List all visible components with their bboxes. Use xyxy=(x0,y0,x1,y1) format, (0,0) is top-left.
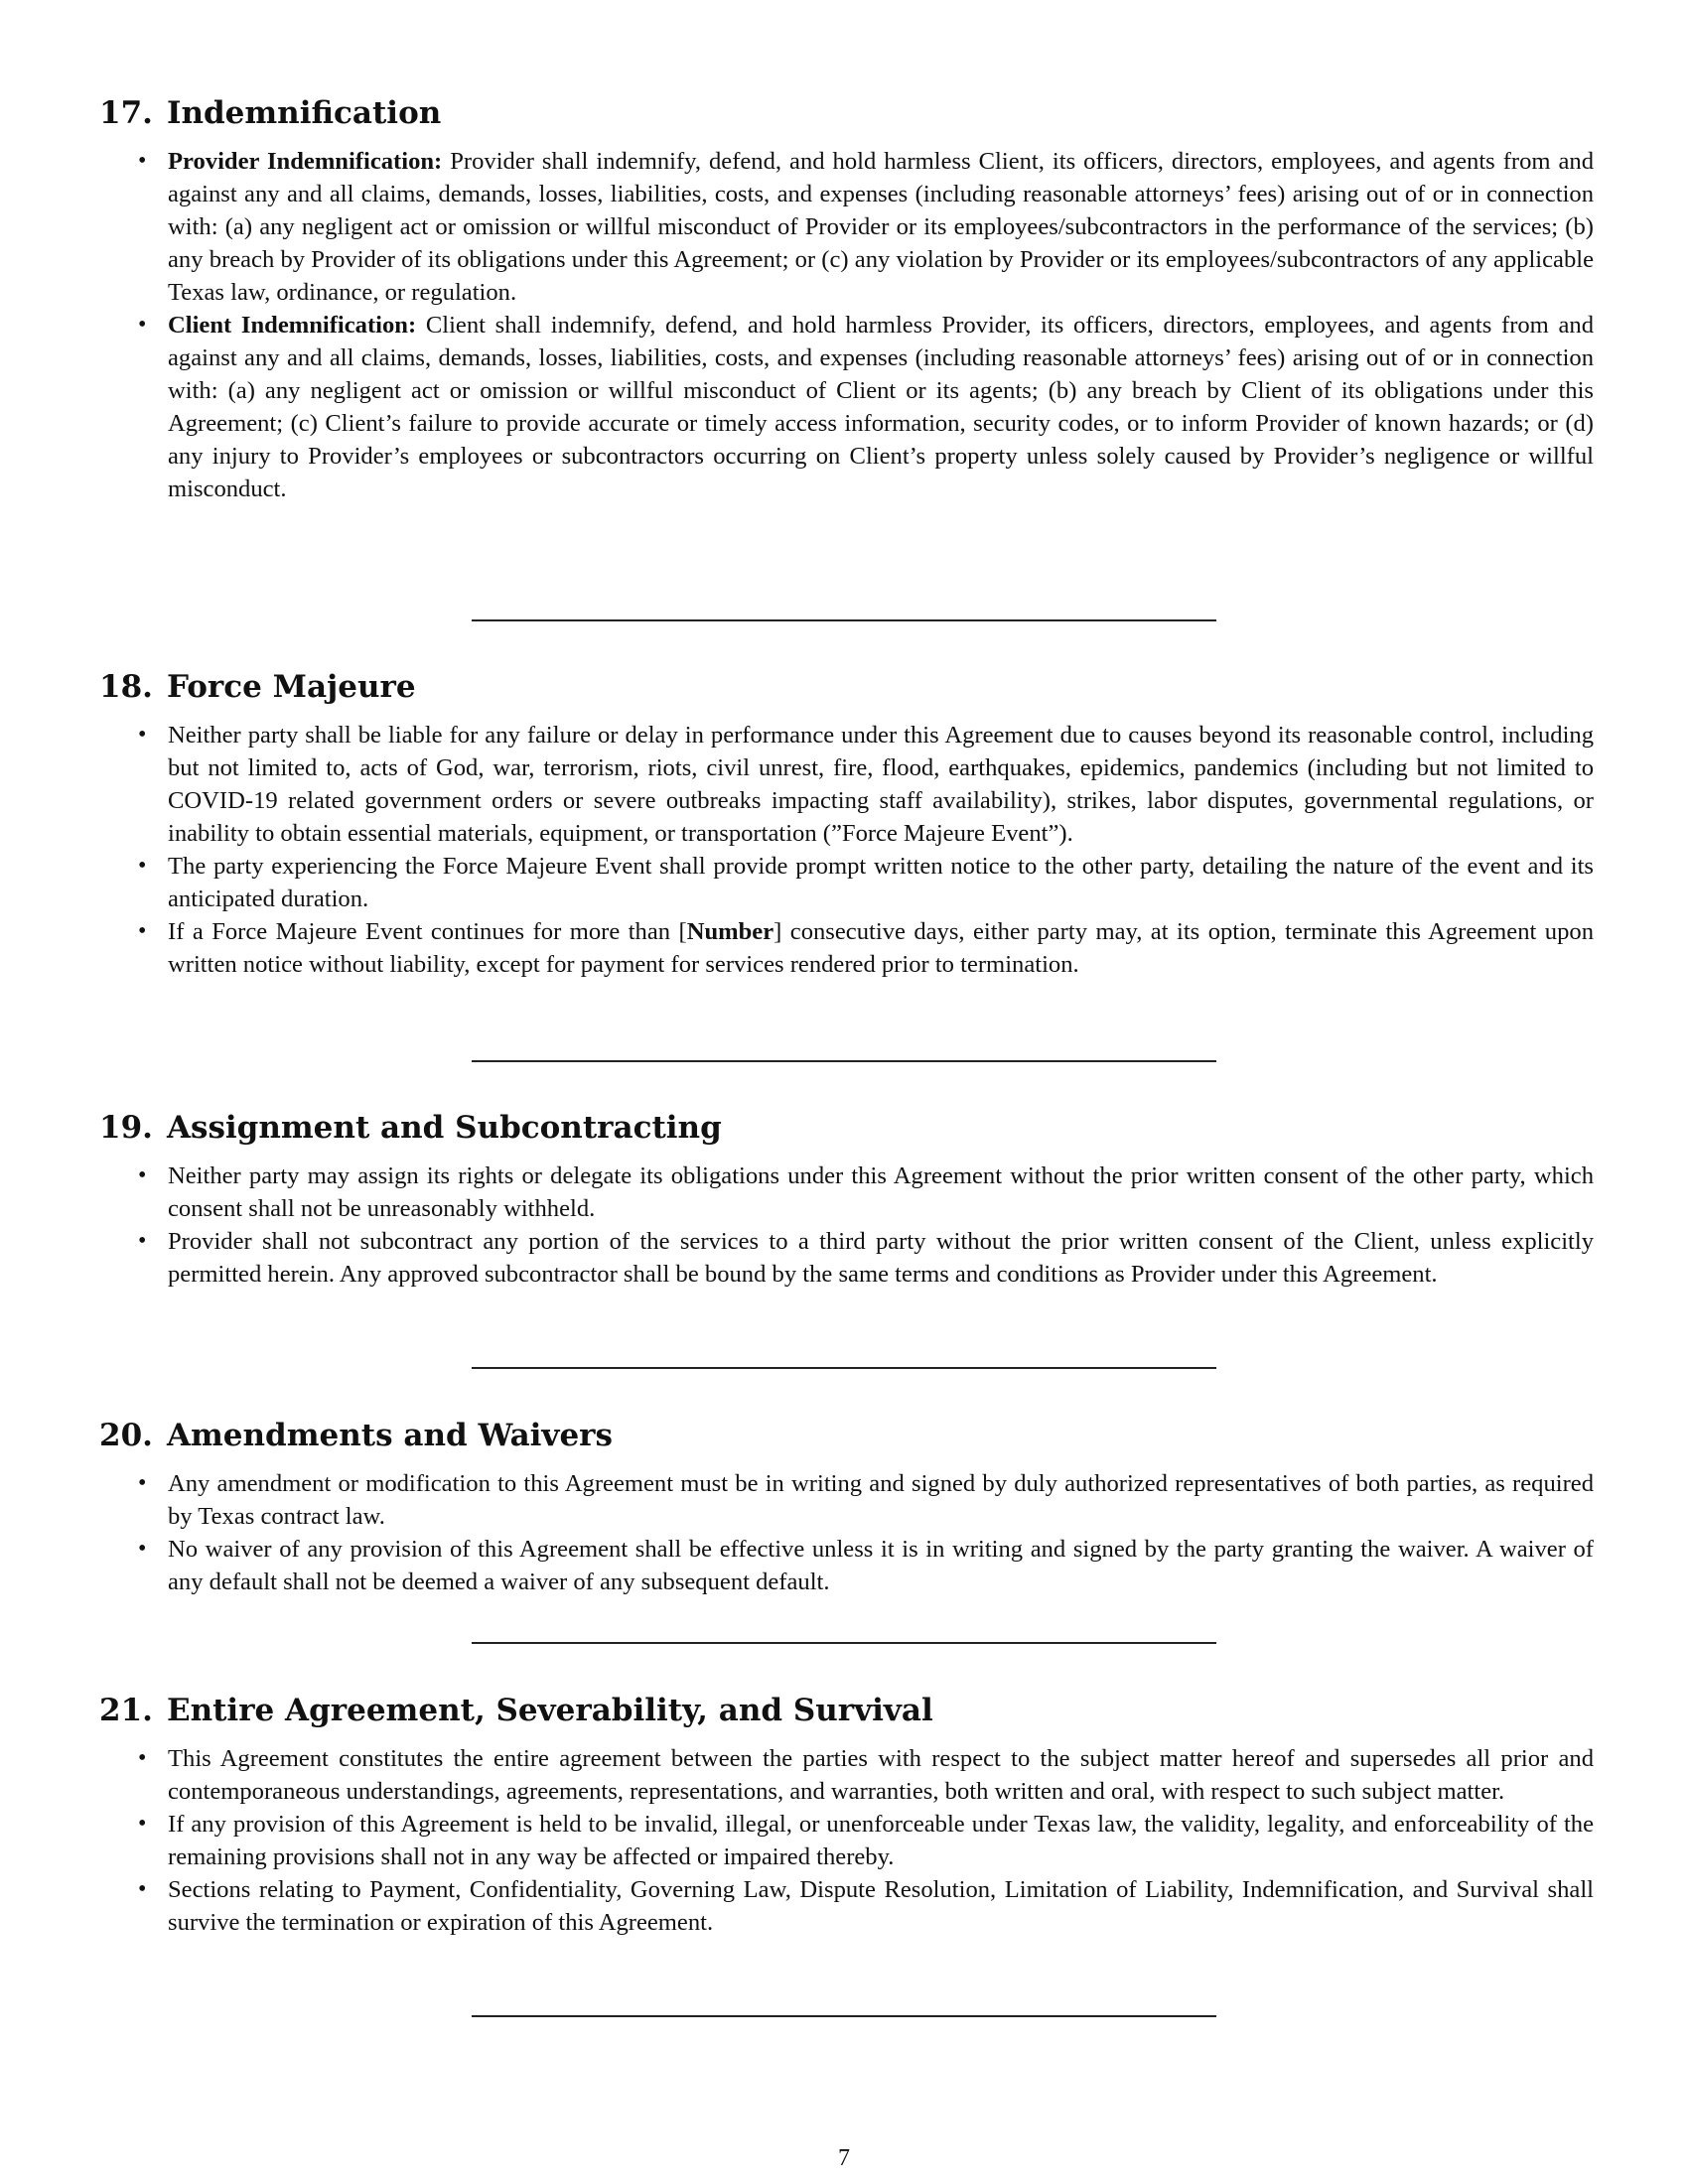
section-title: Indemnification xyxy=(166,95,442,131)
item-text-pre: If a Force Majeure Event continues for more than [ xyxy=(168,918,687,945)
bullet-list xyxy=(99,145,1594,505)
item-text: If any provision of this Agreement is held to be invalid, illegal, or unenforceable under Texas law, the validity, legality, and enforceability of the remaining provisions shall not in any way be affected or impaired thereby. xyxy=(168,1811,1594,1870)
section-heading xyxy=(99,1418,1594,1453)
bullet-list xyxy=(99,719,1594,981)
section-divider xyxy=(472,1060,1216,1062)
section-number: 20. xyxy=(99,1418,153,1453)
section-number: 17. xyxy=(99,95,153,131)
section-title: Force Majeure xyxy=(166,669,416,705)
section-force-majeure xyxy=(99,669,1594,981)
item-text: Provider shall not subcontract any portion of the services to a third party without the prior written consent of the Client, unless explicitly permitted herein. Any approved subcontractor shall be bound by the same terms and conditions as Provider under this Agreement. xyxy=(168,1228,1594,1288)
list-item xyxy=(168,1467,1594,1533)
item-text: Neither party may assign its rights or delegate its obligations under this Agreement without the prior written consent of the other party, which consent shall not be unreasonably withheld. xyxy=(168,1162,1594,1222)
section-title: Amendments and Waivers xyxy=(166,1418,613,1453)
list-item xyxy=(168,1533,1594,1598)
section-amendments xyxy=(99,1418,1594,1598)
section-assignment xyxy=(99,1110,1594,1291)
item-text-post: ] consecutive days, either party may, at its option, terminate this Agreement upon written notice without liability, except for payment for services rendered prior to termination. xyxy=(168,918,1594,978)
placeholder-number: Number xyxy=(686,918,774,945)
section-number: 19. xyxy=(99,1110,153,1146)
section-heading xyxy=(99,95,1594,131)
list-item xyxy=(168,1160,1594,1225)
page-number: 7 xyxy=(838,2145,850,2171)
list-item xyxy=(168,719,1594,850)
item-label: Client Indemnification: xyxy=(168,312,417,339)
section-heading xyxy=(99,1693,1594,1728)
section-number: 21. xyxy=(99,1693,153,1728)
bullet-list xyxy=(99,1742,1594,1939)
item-text: Neither party shall be liable for any failure or delay in performance under this Agreement due to causes beyond its reasonable control, including but not limited to, acts of God, war, terrorism, riots, civil unrest, fire, flood, earthquakes, epidemics, pandemics (including but not limited to COVID-19 related government orders or severe outbreaks impacting staff availability), strikes, labor disputes, governmental regulations, or inability to obtain essential materials, equipment, or transportation (”Force Majeure Event”). xyxy=(168,722,1594,847)
list-item xyxy=(168,309,1594,505)
item-text: Client shall indemnify, defend, and hold harmless Provider, its officers, directors, employees, and agents from and against any and all claims, demands, losses, liabilities, costs, and expenses (including reasonable attorneys’ fees) arising out of or in connection with: (a) any negligent act or omission or willful misconduct of Client or its agents; (b) any breach by Client of its obligations under this Agreement; (c) Client’s failure to provide accurate or timely access information, security codes, or to inform Provider of known hazards; or (d) any injury to Provider’s employees or subcontractors occurring on Client’s property unless solely caused by Provider’s negligence or willful misconduct. xyxy=(168,312,1595,502)
section-divider xyxy=(472,619,1216,621)
section-divider xyxy=(472,1642,1216,1644)
item-text: No waiver of any provision of this Agreement shall be effective unless it is in writing and signed by the party granting the waiver. A waiver of any default shall not be deemed a waiver of any subsequent default. xyxy=(168,1536,1594,1595)
list-item xyxy=(168,1225,1594,1291)
item-text: The party experiencing the Force Majeure Event shall provide prompt written notice to the other party, detailing the nature of the event and its anticipated duration. xyxy=(168,853,1594,912)
item-text: Provider shall indemnify, defend, and hold harmless Client, its officers, directors, employees, and agents from and against any and all claims, demands, losses, liabilities, costs, and expenses (including reasonable attorneys’ fees) arising out of or in connection with: (a) any negligent act or omission or willful misconduct of Provider or its employees/subcontractors in the performance of the services; (b) any breach by Provider of its obligations under this Agreement; or (c) any violation by Provider or its employees/subcontractors of any applicable Texas law, ordinance, or regulation. xyxy=(168,148,1595,306)
item-label: Provider Indemnification: xyxy=(168,148,443,175)
list-item xyxy=(168,915,1594,981)
section-entire-agreement xyxy=(99,1693,1594,1939)
section-title: Entire Agreement, Severability, and Survival xyxy=(166,1693,933,1728)
section-number: 18. xyxy=(99,669,153,705)
item-text: Sections relating to Payment, Confidentiality, Governing Law, Dispute Resolution, Limitation of Liability, Indemnification, and Survival shall survive the termination or expiration of this Agreement. xyxy=(168,1876,1594,1936)
bullet-list xyxy=(99,1160,1594,1291)
bullet-list xyxy=(99,1467,1594,1598)
section-title: Assignment and Subcontracting xyxy=(166,1110,722,1146)
list-item xyxy=(168,1742,1594,1808)
section-divider xyxy=(472,2015,1216,2017)
item-text: Any amendment or modification to this Agreement must be in writing and signed by duly authorized representatives of both parties, as required by Texas contract law. xyxy=(168,1470,1594,1530)
section-heading xyxy=(99,669,1594,705)
list-item xyxy=(168,1808,1594,1873)
item-text: This Agreement constitutes the entire agreement between the parties with respect to the subject matter hereof and supersedes all prior and contemporaneous understandings, agreements, representations, and warranties, both written and oral, with respect to such subject matter. xyxy=(168,1745,1594,1805)
list-item xyxy=(168,850,1594,915)
list-item xyxy=(168,1873,1594,1939)
list-item xyxy=(168,145,1594,309)
section-divider xyxy=(472,1367,1216,1369)
section-heading xyxy=(99,1110,1594,1146)
section-indemnification xyxy=(99,95,1594,505)
